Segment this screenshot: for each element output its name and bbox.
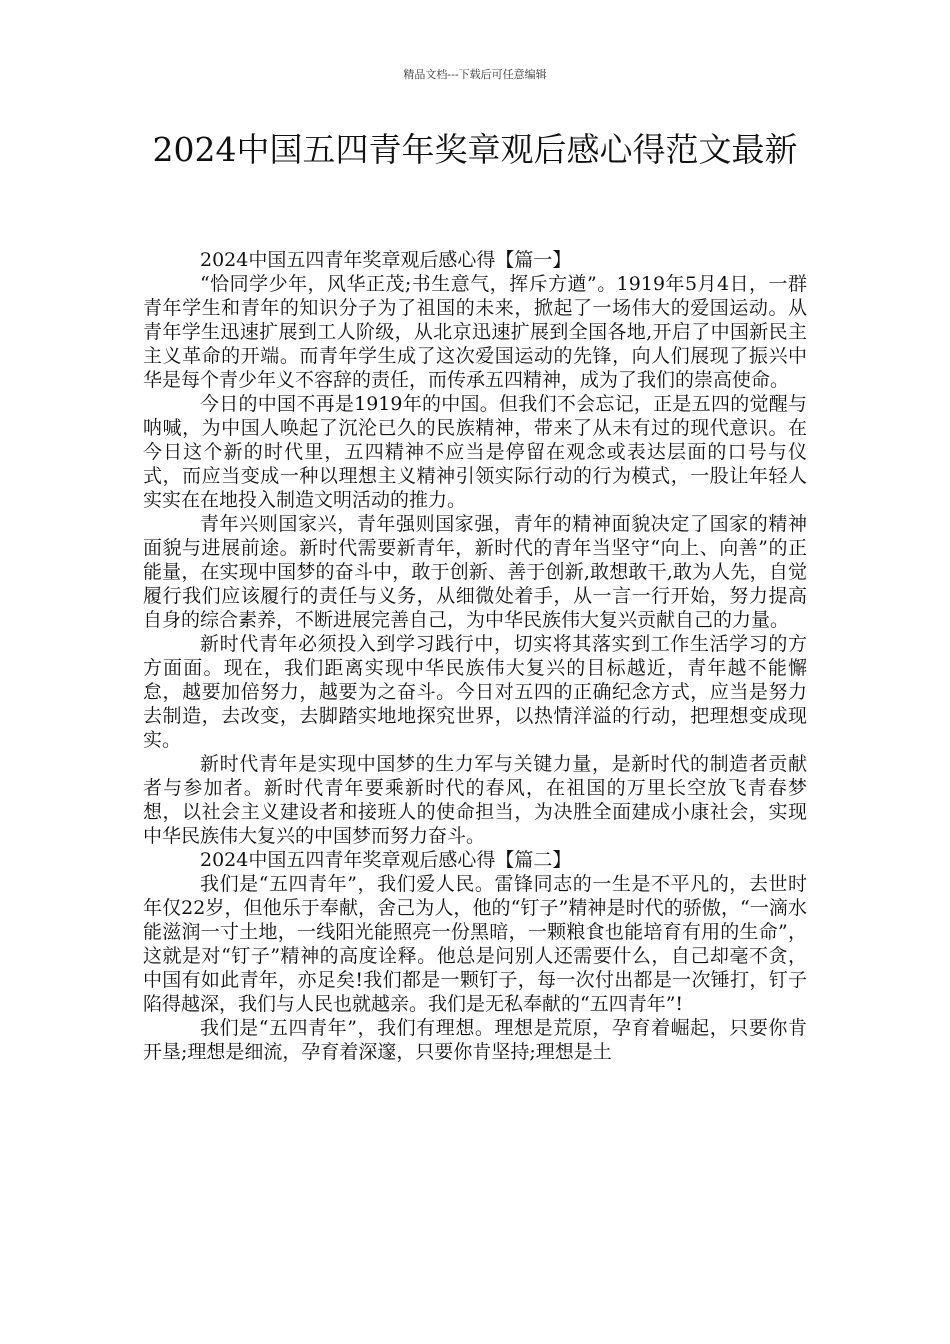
paragraph: 新时代青年是实现中国梦的生力军与关键力量，是新时代的制造者贡献者与参加者。新时代青年要乘新时代的春风，在祖国的万里长空放飞青春梦想，以社会主义建设者和接班人的使命担当，为决胜全面建成小康社会，实现中华民族伟大复兴的中国梦而努力奋斗。 [143,753,807,847]
document-title: 2024中国五四青年奖章观后感心得范文最新 [152,130,798,169]
paragraph: 我们是“五四青年”，我们有理想。理想是荒原，孕育着崛起，只要你肯开垦;理想是细流，孕育着深邃，只要你肯坚持;理想是土 [143,1017,807,1063]
document-body [143,248,807,1064]
header-note: 精品文档---下载后可任意编辑 [403,68,547,81]
section-heading: 2024中国五四青年奖章观后感心得【篇一】 [200,249,572,271]
section-heading: 2024中国五四青年奖章观后感心得【篇二】 [200,849,572,871]
paragraph: “恰同学少年，风华正茂;书生意气，挥斥方遒”。1919年5月4日，一群青年学生和青年的知识分子为了祖国的未来，掀起了一场伟大的爱国运动。从青年学生迅速扩展到工人阶级，从北京迅速扩展到全国各地,开启了中国新民主主义革命的开端。而青年学生成了这次爱国运动的先锋，向人们展现了振兴中华是每个青少年义不容辞的责任，而传承五四精神，成为了我们的崇高使命。 [143,273,807,391]
paragraph: 新时代青年必须投入到学习践行中，切实将其落实到工作生活学习的方方面面。现在，我们距离实现中华民族伟大复兴的目标越近，青年越不能懈怠，越要加倍努力，越要为之奋斗。今日对五四的正确纪念方式，应当是努力去制造，去改变，去脚踏实地地探究世界，以热情洋溢的行动，把理想变成现实。 [143,633,807,751]
paragraph: 我们是“五四青年”，我们爱人民。雷锋同志的一生是不平凡的，去世时年仅22岁，但他乐于奉献，舍己为人，他的“钉子”精神是时代的骄傲，“一滴水能滋润一寸土地，一线阳光能照亮一份黑暗，一颗粮食也能培育有用的生命”，这就是对“钉子”精神的高度诠释。他总是问别人还需要什么，自己却毫不贪，中国有如此青年，亦足矣!我们都是一颗钉子，每一次付出都是一次锤打，钉子陷得越深，我们与人民也就越亲。我们是无私奉献的“五四青年”! [143,873,807,1015]
paragraph: 青年兴则国家兴，青年强则国家强，青年的精神面貌决定了国家的精神面貌与进展前途。新时代需要新青年，新时代的青年当坚守“向上、向善”的正能量，在实现中国梦的奋斗中，敢于创新、善于创新,敢想敢干,敢为人先，自觉履行我们应该履行的责任与义务，从细微处着手，从一言一行开始，努力提高自身的综合素养，不断进展完善自己，为中华民族伟大复兴贡献自己的力量。 [143,513,807,631]
paragraph: 今日的中国不再是1919年的中国。但我们不会忘记，正是五四的觉醒与呐喊，为中国人唤起了沉沦已久的民族精神，带来了从未有过的现代意识。在今日这个新的时代里，五四精神不应当是停留在观念或表达层面的口号与仪式，而应当变成一种以理想主义精神引领实际行动的行为模式，一股让年轻人实实在在地投入制造文明活动的推力。 [143,393,807,511]
